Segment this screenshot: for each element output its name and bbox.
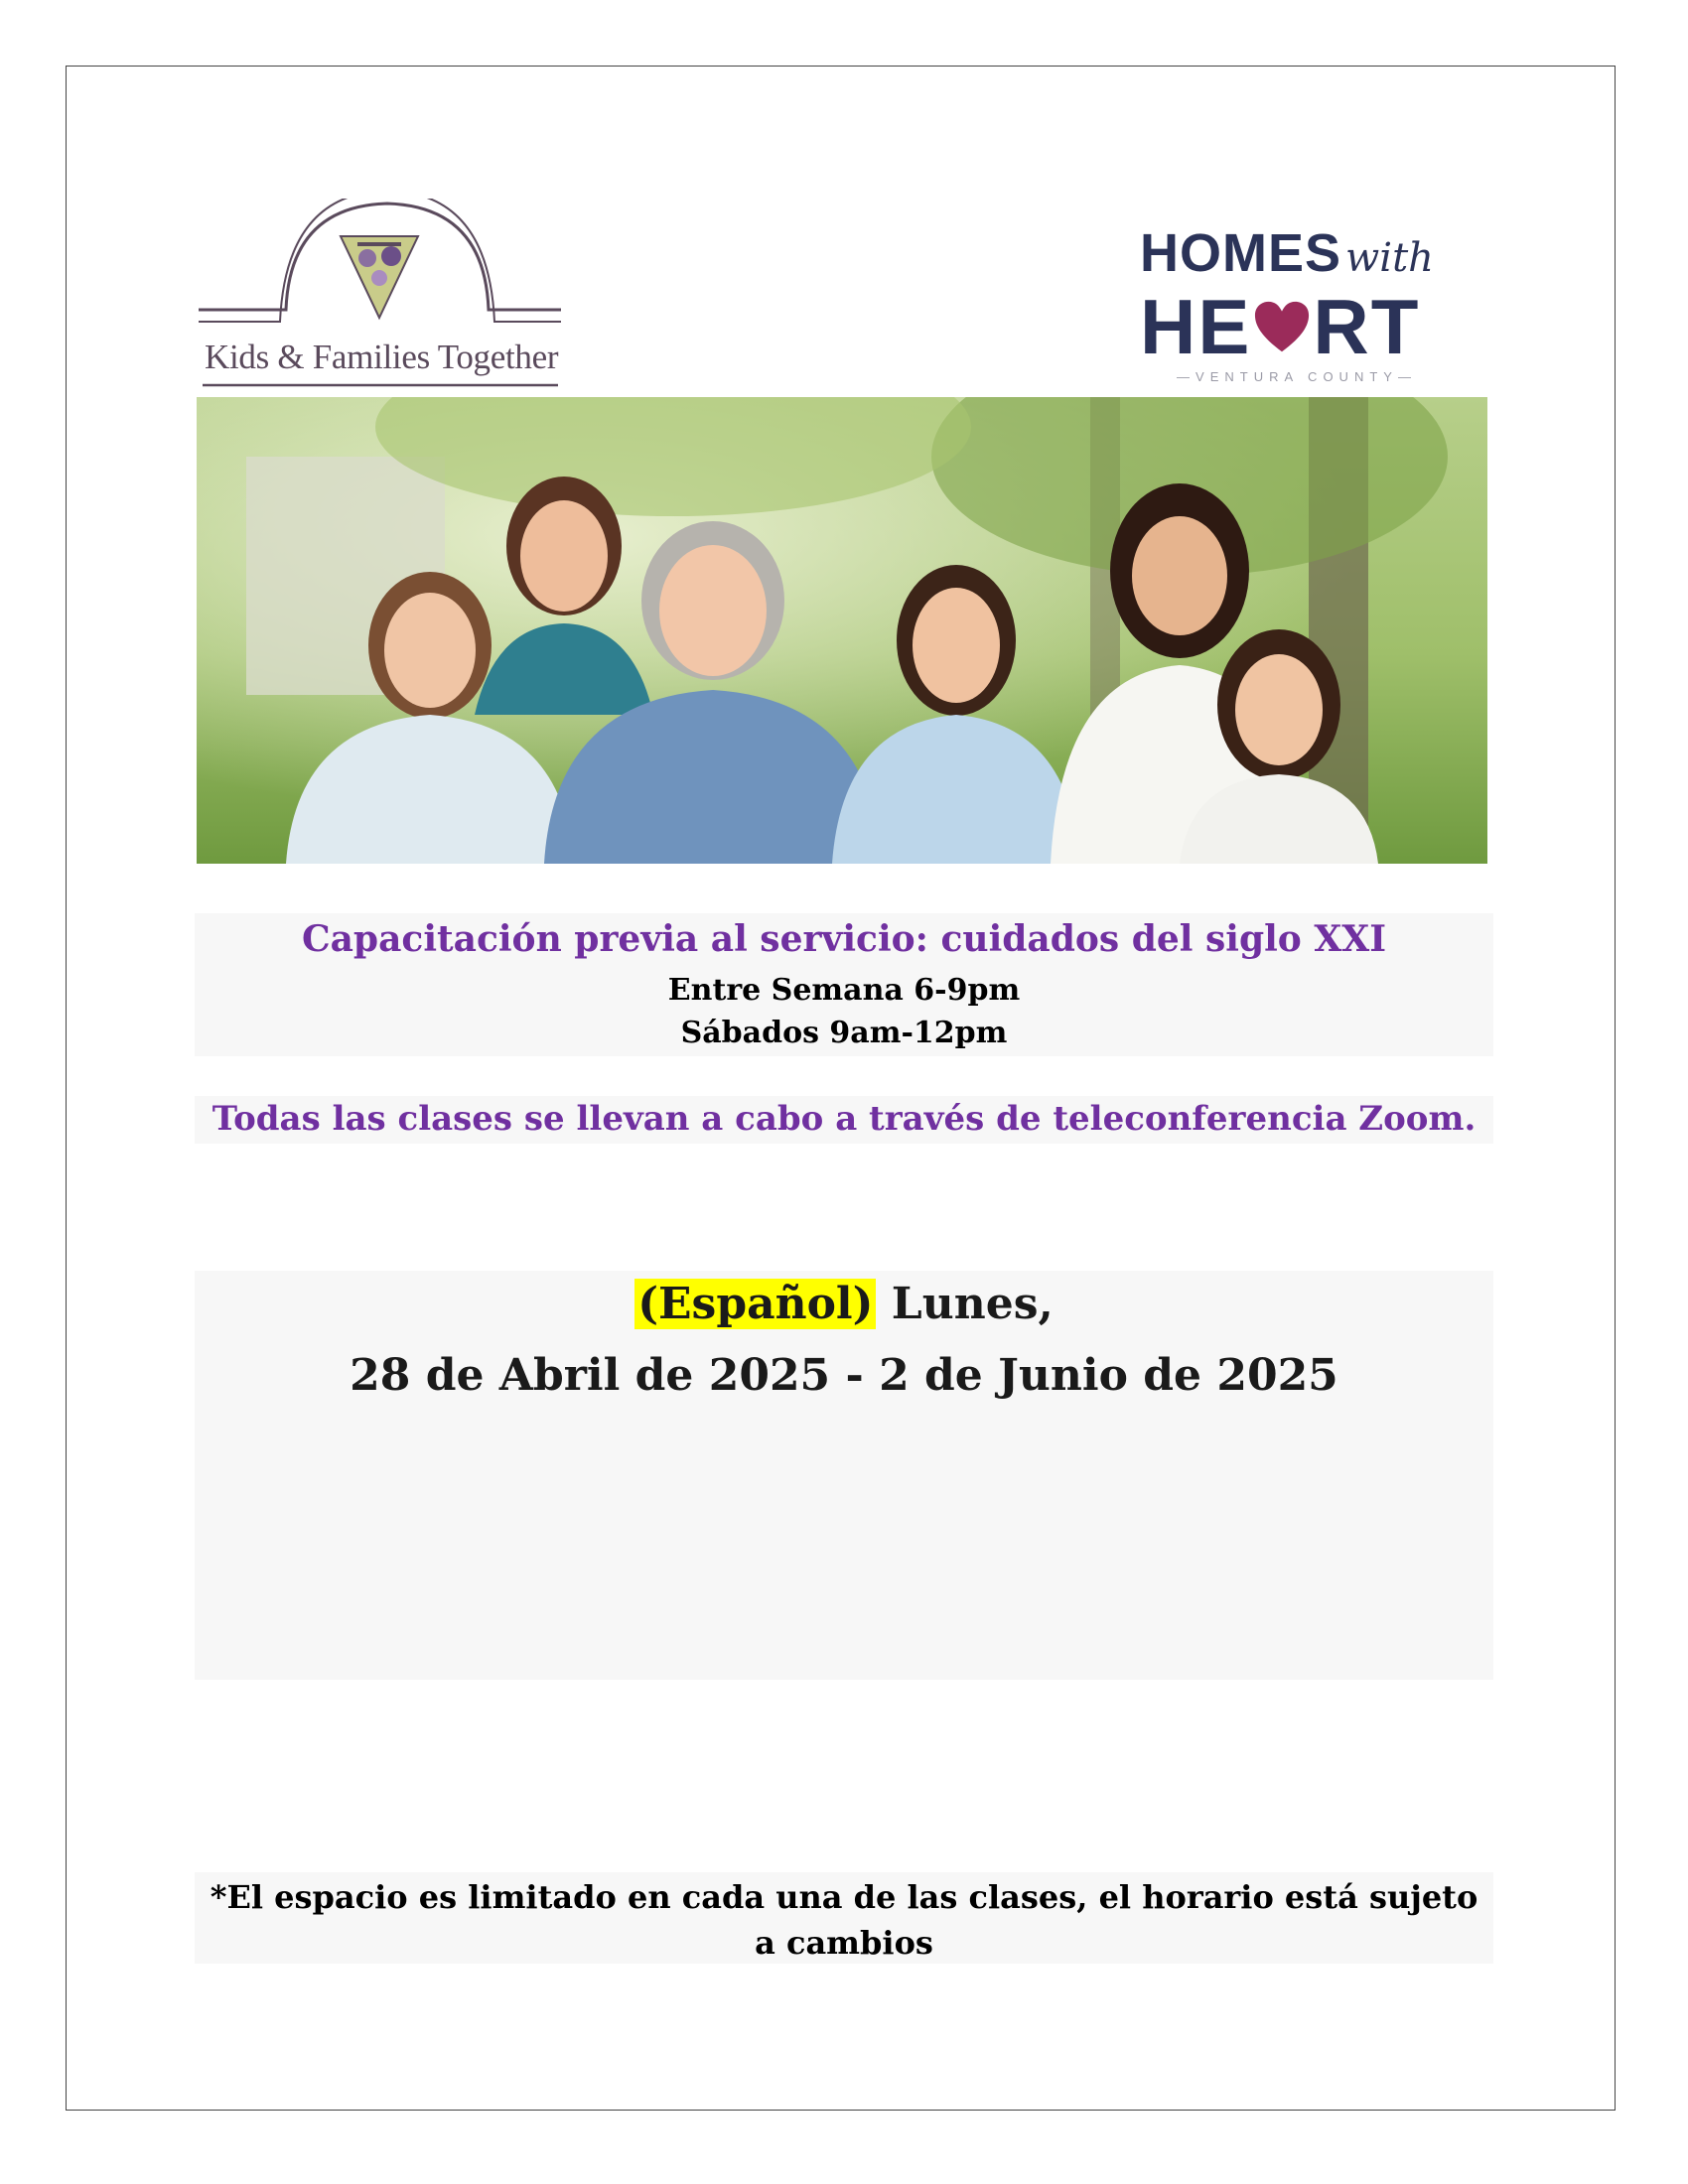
footnote-text: *El espacio es limitado en cada una de las clases, el horario está sujeto a cambios [210, 1878, 1478, 1962]
weekday-schedule: Entre Semana 6-9pm [667, 973, 1021, 1008]
session-dates: 28 de Abril de 2025 - 2 de Junio de 2025 [350, 1350, 1338, 1401]
session-language-line [195, 1279, 1493, 1329]
kids-families-together-logo [199, 199, 566, 397]
session-block [195, 1271, 1493, 1680]
homes-with-heart-logo [1140, 223, 1458, 395]
hwh-with-text: with [1345, 235, 1434, 281]
kft-logo-text: Kids & Families Together [205, 338, 559, 376]
hwh-county-tagline: —VENTURA COUNTY— [1177, 369, 1417, 384]
saturday-schedule: Sábados 9am-12pm [680, 1016, 1008, 1050]
zoom-notice: Todas las clases se llevan a cabo a través de teleconferencia Zoom. [211, 1099, 1477, 1139]
training-title: Capacitación previa al servicio: cuidados del siglo XXI [301, 918, 1387, 960]
family-photo [197, 397, 1487, 864]
family-photo-image [197, 397, 1487, 864]
heart-icon [1253, 300, 1311, 357]
hwh-he-text: HE [1140, 283, 1252, 370]
hwh-homes-text: HOMES [1140, 223, 1342, 283]
language-highlight: (Español) [634, 1279, 876, 1329]
hwh-rt-text: RT [1313, 283, 1421, 370]
session-day: Lunes, [876, 1279, 1054, 1329]
